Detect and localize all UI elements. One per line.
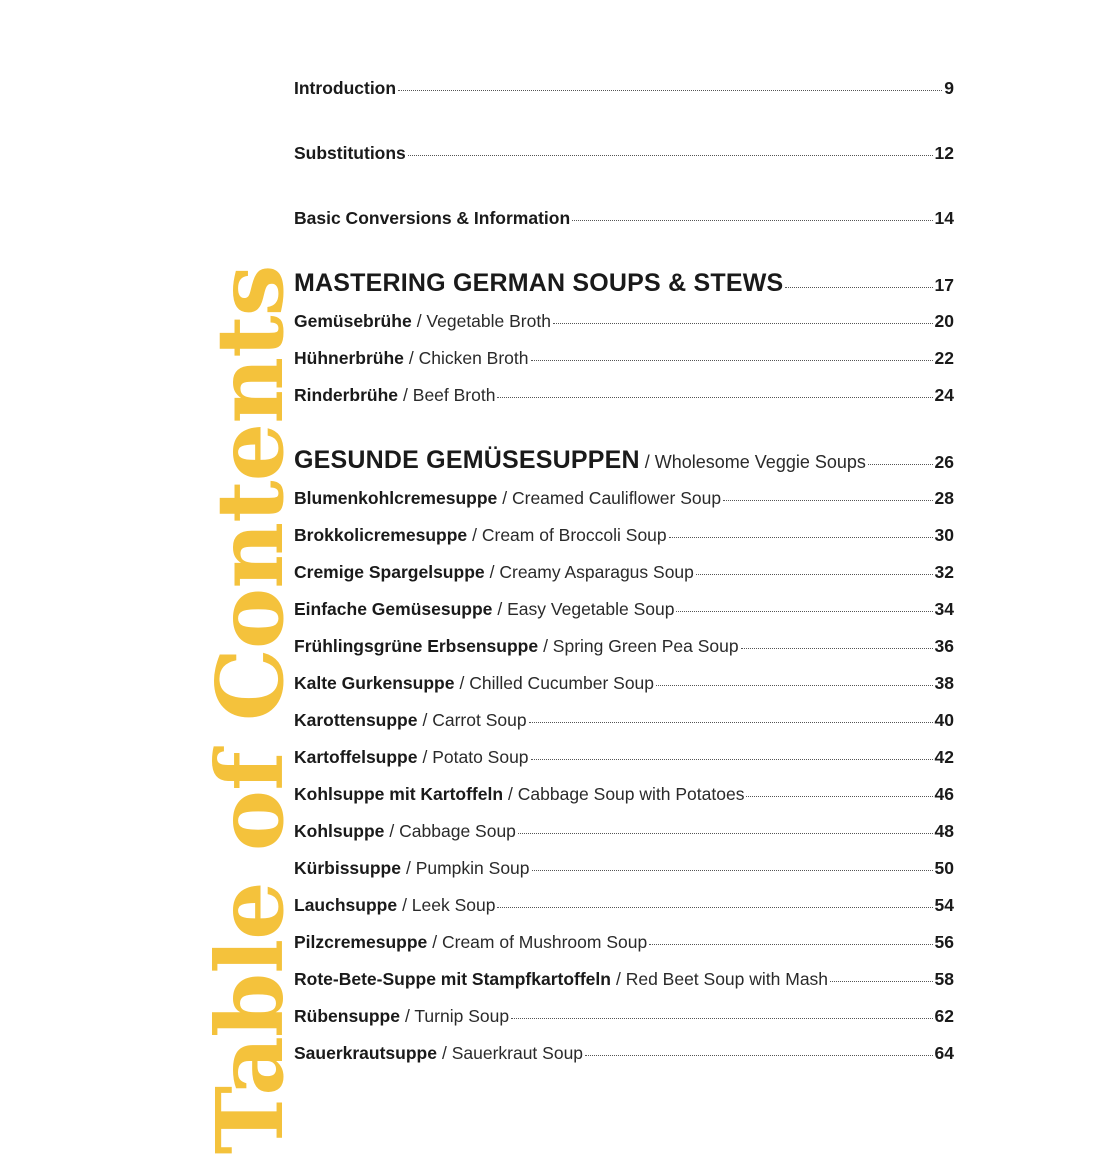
entry-subtitle: / Cabbage Soup with Potatoes — [508, 784, 745, 804]
entry-title: Rübensuppe — [294, 1006, 400, 1026]
entry-subtitle: / Red Beet Soup with Mash — [615, 969, 829, 989]
page-number: 58 — [934, 969, 954, 989]
page-number: 42 — [934, 747, 954, 767]
dot-leader — [585, 1055, 933, 1056]
entry-subtitle: / Potato Soup — [422, 747, 529, 767]
page-number: 9 — [944, 78, 954, 98]
entry-subtitle: / Creamed Cauliflower Soup — [502, 488, 722, 508]
entry-title: Lauchsuppe — [294, 895, 398, 915]
dot-leader — [785, 287, 932, 288]
page-number: 32 — [934, 562, 954, 582]
entry-subtitle: / Cream of Mushroom Soup — [432, 932, 648, 952]
toc-entry[interactable] — [294, 784, 954, 805]
dot-leader — [723, 500, 932, 501]
page-number: 17 — [934, 275, 954, 295]
dot-leader — [830, 981, 933, 982]
dot-leader — [408, 155, 933, 156]
entry-title: Pilzcremesuppe — [294, 932, 428, 952]
dot-leader — [511, 1018, 932, 1019]
entry-title: Basic Conversions & Information — [294, 208, 571, 228]
page-number: 14 — [934, 208, 954, 228]
entry-subtitle: / Spring Green Pea Soup — [543, 636, 739, 656]
entry-title: Hühnerbrühe — [294, 348, 404, 368]
dot-leader — [696, 574, 933, 575]
toc-entry[interactable] — [294, 710, 954, 731]
entry-title: Karottensuppe — [294, 710, 418, 730]
toc-entry[interactable] — [294, 599, 954, 620]
entry-subtitle: / Sauerkraut Soup — [441, 1043, 584, 1063]
entry-subtitle: / Turnip Soup — [404, 1006, 510, 1026]
entry-title: Kalte Gurkensuppe — [294, 673, 455, 693]
section-subtitle: / Wholesome Veggie Soups — [644, 452, 866, 472]
page-number: 54 — [934, 895, 954, 915]
page-number: 62 — [934, 1006, 954, 1026]
entry-subtitle: / Cabbage Soup — [389, 821, 516, 841]
toc-entry[interactable] — [294, 143, 954, 164]
dot-leader — [518, 833, 933, 834]
dot-leader — [497, 907, 932, 908]
toc-entry[interactable] — [294, 821, 954, 842]
entry-subtitle: / Creamy Asparagus Soup — [489, 562, 694, 582]
toc-section-heading[interactable] — [294, 446, 954, 475]
entry-title: Brokkolicremesuppe — [294, 525, 468, 545]
toc-entry[interactable] — [294, 747, 954, 768]
toc-entry[interactable] — [294, 1006, 954, 1027]
toc-entry[interactable] — [294, 562, 954, 583]
dot-leader — [669, 537, 933, 538]
section-title: MASTERING GERMAN SOUPS & STEWS — [294, 269, 784, 297]
page-number: 12 — [934, 143, 954, 163]
toc-entry[interactable] — [294, 208, 954, 229]
entry-title: Blumenkohlcremesuppe — [294, 488, 498, 508]
section-title: GESUNDE GEMÜSESUPPEN — [294, 446, 640, 474]
entry-subtitle: / Chicken Broth — [408, 348, 529, 368]
dot-leader — [868, 464, 933, 465]
page-number: 20 — [934, 311, 954, 331]
entry-subtitle: / Easy Vegetable Soup — [497, 599, 675, 619]
entry-title: Kürbissuppe — [294, 858, 401, 878]
page-number: 38 — [934, 673, 954, 693]
toc-entry[interactable] — [294, 969, 954, 990]
dot-leader — [741, 648, 933, 649]
dot-leader — [656, 685, 933, 686]
entry-title: Kartoffelsuppe — [294, 747, 418, 767]
entry-title: Einfache Gemüsesuppe — [294, 599, 493, 619]
entry-title: Sauerkrautsuppe — [294, 1043, 437, 1063]
page-number: 40 — [934, 710, 954, 730]
entry-subtitle: / Beef Broth — [403, 385, 496, 405]
dot-leader — [398, 90, 942, 91]
dot-leader — [572, 220, 932, 221]
toc-section-heading[interactable] — [294, 269, 954, 298]
toc-entry[interactable] — [294, 932, 954, 953]
dot-leader — [532, 870, 933, 871]
page-number: 56 — [934, 932, 954, 952]
entry-subtitle: / Pumpkin Soup — [405, 858, 530, 878]
entry-subtitle: / Carrot Soup — [422, 710, 527, 730]
entry-title: Substitutions — [294, 143, 406, 163]
toc-entry[interactable] — [294, 1043, 954, 1064]
entry-title: Rote-Bete-Suppe mit Stampfkartoffeln — [294, 969, 611, 989]
entry-subtitle: / Vegetable Broth — [416, 311, 551, 331]
dot-leader — [649, 944, 932, 945]
toc-entry[interactable] — [294, 78, 954, 99]
toc-entry[interactable] — [294, 858, 954, 879]
side-title: Table of Contents — [196, 265, 304, 1154]
dot-leader — [529, 722, 933, 723]
page-number: 48 — [934, 821, 954, 841]
toc-entry[interactable] — [294, 895, 954, 916]
dot-leader — [531, 759, 933, 760]
page-number: 22 — [934, 348, 954, 368]
page-number: 46 — [934, 784, 954, 804]
toc-entry[interactable] — [294, 525, 954, 546]
page-number: 30 — [934, 525, 954, 545]
page-number: 28 — [934, 488, 954, 508]
page-number: 64 — [934, 1043, 954, 1063]
entry-title: Cremige Spargelsuppe — [294, 562, 485, 582]
toc-entry[interactable] — [294, 385, 954, 406]
dot-leader — [553, 323, 933, 324]
page-number: 50 — [934, 858, 954, 878]
entry-title: Gemüsebrühe — [294, 311, 412, 331]
entry-title: Rinderbrühe — [294, 385, 399, 405]
page-number: 24 — [934, 385, 954, 405]
entry-title: Frühlingsgrüne Erbsensuppe — [294, 636, 539, 656]
dot-leader — [746, 796, 932, 797]
toc-entry[interactable] — [294, 673, 954, 694]
entry-subtitle: / Chilled Cucumber Soup — [459, 673, 655, 693]
entry-title: Kohlsuppe mit Kartoffeln — [294, 784, 504, 804]
entry-title: Introduction — [294, 78, 397, 98]
entry-subtitle: / Cream of Broccoli Soup — [472, 525, 667, 545]
dot-leader — [497, 397, 932, 398]
toc-entry[interactable] — [294, 311, 954, 332]
page-number: 34 — [934, 599, 954, 619]
entry-subtitle: / Leek Soup — [402, 895, 496, 915]
toc-entry[interactable] — [294, 636, 954, 657]
dot-leader — [676, 611, 932, 612]
page-number: 26 — [934, 452, 954, 472]
page-number: 36 — [934, 636, 954, 656]
entry-title: Kohlsuppe — [294, 821, 385, 841]
dot-leader — [531, 360, 933, 361]
toc-entry[interactable] — [294, 348, 954, 369]
toc-entry[interactable] — [294, 488, 954, 509]
